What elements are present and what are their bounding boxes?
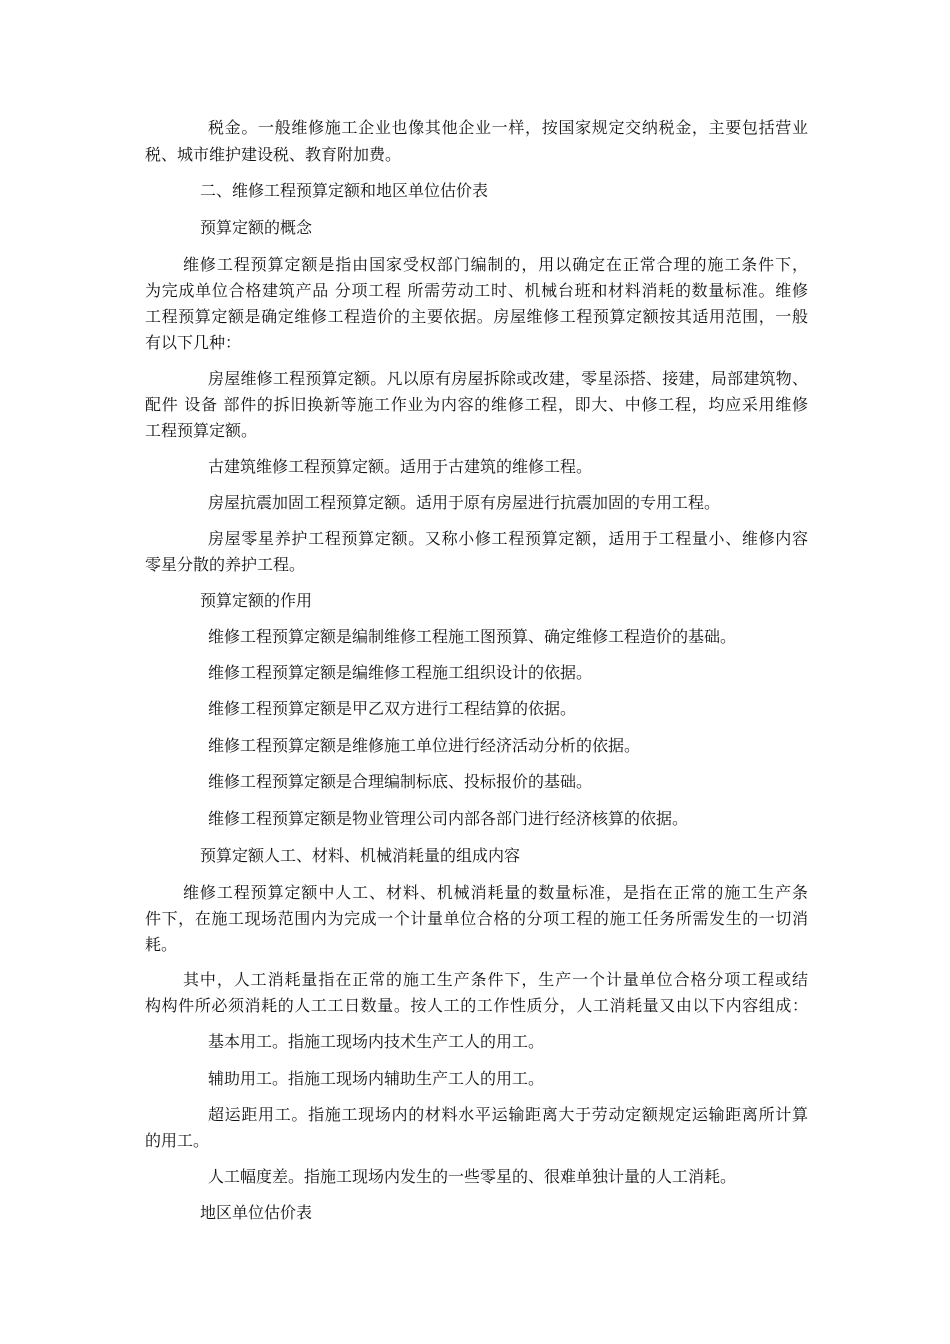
text-line: 辅助用工。指施工现场内辅助生产工人的用工。 xyxy=(208,1069,545,1088)
text-line: 耗。 xyxy=(145,935,178,954)
text-line: 维修工程预算定额是指由国家受权部门编制的，用以确定在正常合理的施工条件下， xyxy=(183,255,808,274)
text-line: 维修工程预算定额中人工、材料、机械消耗量的数量标准，是指在正常的施工生产条 xyxy=(183,883,808,902)
text-line: 配件 设备 部件的拆旧换新等施工作业为内容的维修工程，即大、中修工程，均应采用维修 xyxy=(145,395,808,414)
text-line: 税金。一般维修施工企业也像其他企业一样，按国家规定交纳税金，主要包括营业 xyxy=(208,118,808,137)
section-heading: 二、维修工程预算定额和地区单位估价表 xyxy=(200,181,489,200)
text-line: 维修工程预算定额是合理编制标底、投标报价的基础。 xyxy=(208,772,593,791)
text-line: 为完成单位合格建筑产品 分项工程 所需劳动工时、机械台班和材料消耗的数量标准。维修 xyxy=(145,281,808,300)
subsection-heading: 预算定额人工、材料、机械消耗量的组成内容 xyxy=(200,846,521,865)
text-line: 维修工程预算定额是编维修工程施工组织设计的依据。 xyxy=(208,663,593,682)
subsection-heading: 预算定额的概念 xyxy=(200,218,313,237)
subsection-heading: 预算定额的作用 xyxy=(200,591,313,610)
text-line: 税、城市维护建设税、教育附加费。 xyxy=(145,145,402,164)
text-line: 件下，在施工现场范围内为完成一个计量单位合格的分项工程的施工任务所需发生的一切消 xyxy=(145,909,808,928)
text-line: 基本用工。指施工现场内技术生产工人的用工。 xyxy=(208,1032,545,1051)
text-line: 有以下几种： xyxy=(145,333,242,352)
subsection-heading: 地区单位估价表 xyxy=(200,1203,313,1222)
text-line: 维修工程预算定额是维修施工单位进行经济活动分析的依据。 xyxy=(208,736,641,755)
text-line: 房屋抗震加固工程预算定额。适用于原有房屋进行抗震加固的专用工程。 xyxy=(208,493,721,512)
text-line: 工程预算定额。 xyxy=(145,421,258,440)
text-line: 其中，人工消耗量指在正常的施工生产条件下，生产一个计量单位合格分项工程或结 xyxy=(183,970,808,989)
text-line: 维修工程预算定额是物业管理公司内部各部门进行经济核算的依据。 xyxy=(208,809,689,828)
text-line: 构构件所必须消耗的人工工日数量。按人工的工作性质分，人工消耗量又由以下内容组成： xyxy=(145,996,808,1015)
text-line: 房屋维修工程预算定额。凡以原有房屋拆除或改建，零星添搭、接建，局部建筑物、 xyxy=(208,369,808,388)
text-line: 工程预算定额是确定维修工程造价的主要依据。房屋维修工程预算定额按其适用范围，一般 xyxy=(145,307,808,326)
text-line: 人工幅度差。指施工现场内发生的一些零星的、很难单独计量的人工消耗。 xyxy=(208,1167,737,1186)
text-line: 古建筑维修工程预算定额。适用于古建筑的维修工程。 xyxy=(208,457,593,476)
text-line: 的用工。 xyxy=(145,1131,210,1150)
text-line: 房屋零星养护工程预算定额。又称小修工程预算定额，适用于工程量小、维修内容 xyxy=(208,529,808,548)
text-line: 维修工程预算定额是编制维修工程施工图预算、确定维修工程造价的基础。 xyxy=(208,627,737,646)
text-line: 超运距用工。指施工现场内的材料水平运输距离大于劳动定额规定运输距离所计算 xyxy=(208,1105,808,1124)
text-line: 零星分散的养护工程。 xyxy=(145,555,306,574)
text-line: 维修工程预算定额是甲乙双方进行工程结算的依据。 xyxy=(208,699,577,718)
